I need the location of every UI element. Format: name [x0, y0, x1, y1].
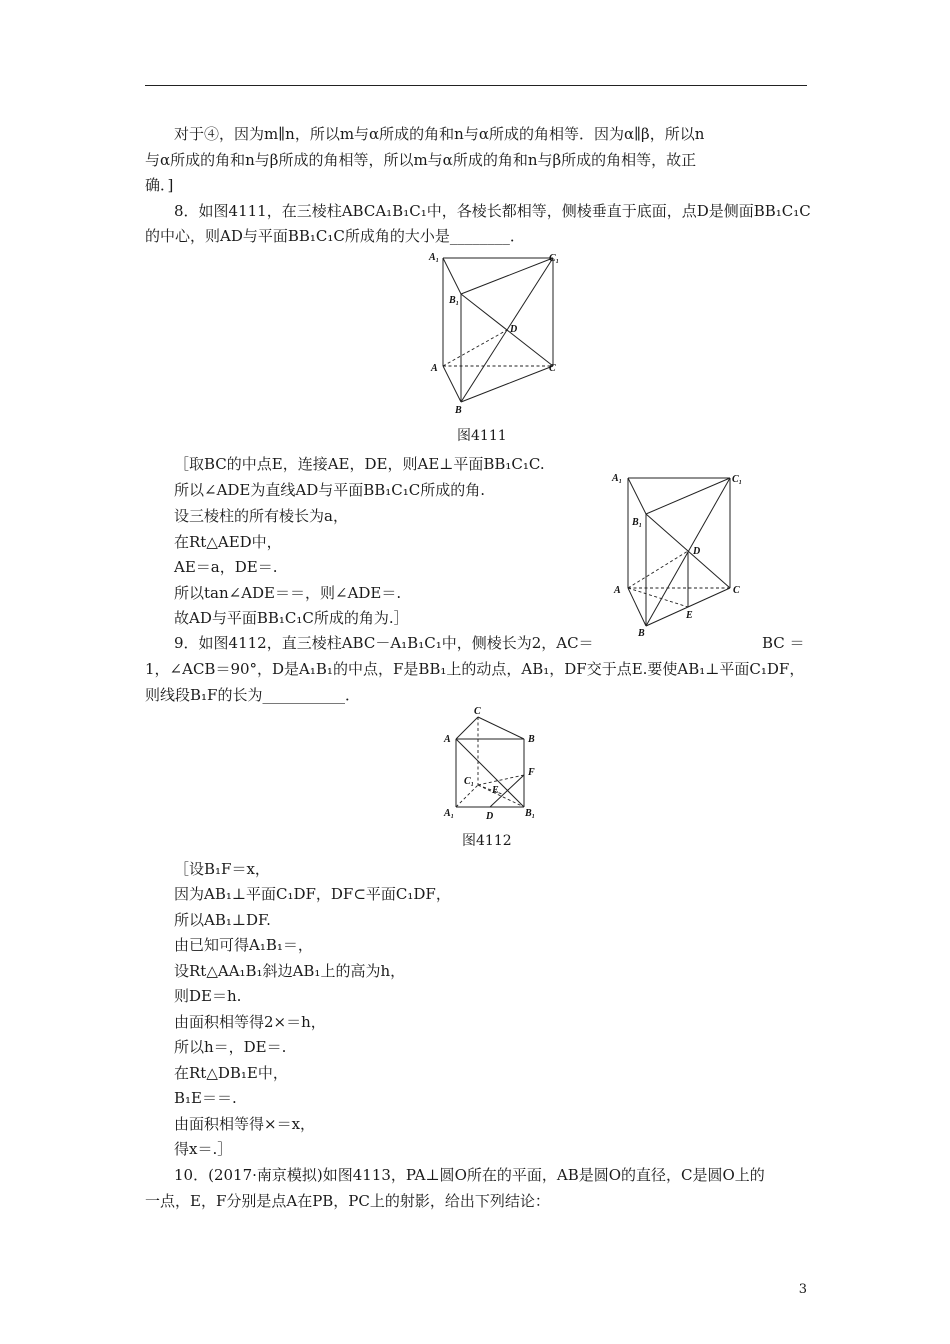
fig1-label-c1: C₁ [549, 253, 560, 264]
p9-solution-line-7: 由面积相等得2×＝h， [174, 1013, 326, 1031]
problem-9-stem-line-2: 1，∠ACB＝90°，D是A₁B₁的中点，F是BB₁上的动点，AB₁，DF交于点E.要使AB₁⊥平面C₁DF， [145, 660, 805, 678]
fig2-label-c: C [474, 706, 481, 717]
fig1-label-c: C [549, 363, 556, 374]
p7-line-2: 与α所成的角和n与β所成的角相等，所以m与α所成的角和n与β所成的角相等，故正 [145, 151, 697, 169]
problem-8-stem-line-2: 的中心，则AD与平面BB₁C₁C所成角的大小是________． [145, 227, 525, 245]
fig2-label-c1: C₁ [464, 776, 475, 787]
p9-solution-line-10: B₁E＝＝. [174, 1089, 237, 1107]
problem-9-stem-line-1-right: BC ＝ [762, 634, 805, 652]
page-number: 3 [798, 1282, 807, 1297]
fig2-label-d: D [486, 811, 494, 822]
figure-4111-solution [610, 470, 760, 640]
fig2-label-b1: B₁ [525, 808, 536, 819]
p9-solution-line-6: 则DE＝h. [174, 987, 242, 1005]
p9-solution-line-5: 设Rt△AA₁B₁斜边AB₁上的高为h， [174, 962, 406, 980]
figure-4112-caption: 图4112 [462, 833, 512, 849]
fig1s-label-c1: C₁ [732, 474, 743, 485]
problem-10-stem-line-1: 10．(2017·南京模拟)如图4113，PA⊥圆O所在的平面，AB是圆O的直径，C是圆O上的 [174, 1166, 765, 1184]
fig1s-label-b1: B₁ [632, 517, 643, 528]
p8-solution-line-2: 所以∠ADE为直线AD与平面BB₁C₁C所成的角. [174, 481, 486, 499]
fig1s-label-a1: A₁ [612, 473, 623, 484]
p8-solution-line-1: ［取BC的中点E，连接AE，DE，则AE⊥平面BB₁C₁C. [174, 455, 545, 473]
problem-9-stem-line-1-left: 9．如图4112，直三棱柱ABC－A₁B₁C₁中，侧棱长为2，AC＝ [174, 634, 594, 652]
problem-8-stem-line-1: 8．如图4111，在三棱柱ABCA₁B₁C₁中，各棱长都相等，侧棱垂直于底面，点D是侧面BB₁C₁C [174, 202, 811, 220]
problem-9-stem-line-3: 则线段B₁F的长为___________． [145, 686, 360, 704]
header-rule [145, 85, 807, 86]
fig1s-label-e: E [686, 610, 693, 621]
p7-line-1: 对于④，因为m∥n，所以m与α所成的角和n与α所成的角相等．因为α∥β，所以n [174, 125, 705, 143]
p9-solution-line-11: 由面积相等得×＝x， [174, 1115, 316, 1133]
fig1-label-b: B [455, 405, 462, 416]
p9-solution-line-8: 所以h＝，DE＝. [174, 1038, 287, 1056]
fig1-label-d: D [510, 324, 518, 335]
p8-solution-line-4: 在Rt△AED中， [174, 533, 282, 551]
fig2-label-e: E [492, 785, 499, 796]
figure-4111 [425, 250, 575, 420]
figure-4112 [440, 703, 550, 823]
fig2-label-f: F [528, 767, 535, 778]
p8-solution-line-5: AE＝a，DE＝. [174, 558, 278, 576]
fig1-label-a1: A₁ [429, 252, 440, 263]
fig1s-label-c: C [733, 585, 740, 596]
fig1s-label-a: A [614, 585, 621, 596]
fig2-label-a1: A₁ [444, 808, 455, 819]
fig2-label-a: A [444, 734, 451, 745]
p8-solution-line-3: 设三棱柱的所有棱长为a， [174, 507, 348, 525]
p9-solution-line-1: ［设B₁F＝x， [174, 860, 270, 878]
p9-solution-line-9: 在Rt△DB₁E中， [174, 1064, 288, 1082]
p9-solution-line-4: 由已知可得A₁B₁＝， [174, 936, 313, 954]
fig1s-label-d: D [693, 546, 701, 557]
fig1-label-b1: B₁ [449, 295, 460, 306]
p8-solution-line-6: 所以tan∠ADE＝＝，则∠ADE＝. [174, 584, 402, 602]
problem-10-stem-line-2: 一点，E，F分别是点A在PB，PC上的射影，给出下列结论： [145, 1192, 550, 1210]
p9-solution-line-2: 因为AB₁⊥平面C₁DF，DF⊂平面C₁DF， [174, 885, 451, 903]
p9-solution-line-3: 所以AB₁⊥DF. [174, 911, 271, 929]
p7-line-3: 确．] [145, 176, 174, 194]
fig1s-label-b: B [638, 628, 645, 639]
fig2-label-b: B [528, 734, 535, 745]
figure-4111-caption: 图4111 [457, 428, 507, 444]
p8-solution-line-7: 故AD与平面BB₁C₁C所成的角为.］ [174, 609, 409, 627]
p9-solution-line-12: 得x＝.］ [174, 1140, 233, 1158]
fig1-label-a: A [431, 363, 438, 374]
